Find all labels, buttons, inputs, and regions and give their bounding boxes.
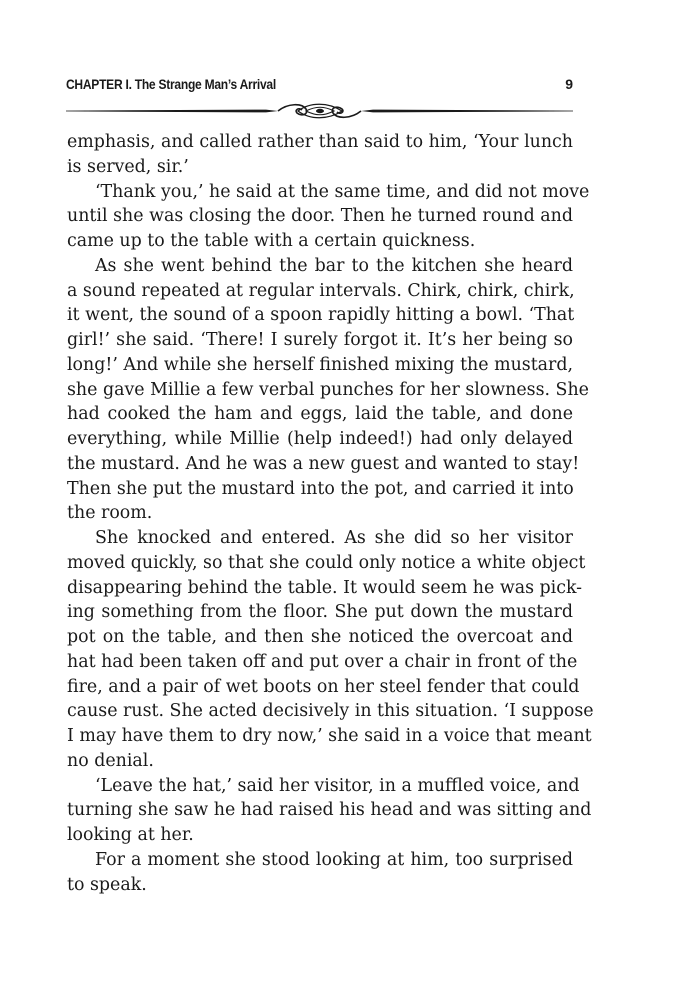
text-line: pot on the table, and then she noticed the overcoat and [67,627,573,647]
scroll-flourish-divider-icon [66,100,573,122]
text-line: ing something from the floor. She put down the mustard [67,602,573,623]
text-line: hat had been taken off and put over a chair in front of the [67,651,578,672]
text-line: fire, and a pair of wet boots on her steel fender that could [67,676,580,697]
text-line: girl!’ she said. ‘There! I surely forgot it. It’s her being so [67,330,573,350]
text-line: a sound repeated at regular intervals. Chirk, chirk, chirk, [67,280,575,301]
running-header [66,76,573,98]
text-line: turning she saw he had raised his head and was sitting and [67,800,592,821]
text-line: I may have them to dry now,’ she said in a voice that meant [67,726,592,746]
text-line: to speak. [67,874,147,895]
text-line: she gave Millie a few verbal punches for her slowness. She [67,379,589,400]
text-line: had cooked the ham and eggs, laid the table, and done [67,404,573,425]
text-line: She knocked and entered. As she did so her visitor [95,528,573,548]
text-line: until she was closing the door. Then he turned round and [67,206,573,227]
text-line: disappearing behind the table. It would seem he was pick- [67,577,583,598]
text-line: the room. [67,503,153,524]
body-text [67,130,594,897]
text-line: came up to the table with a certain quickness. [67,231,476,251]
text-line: it went, the sound of a spoon rapidly hitting a bowl. ‘That [67,305,575,326]
page-number: 9 [565,76,573,92]
text-line: the mustard. And he was a new guest and wanted to stay! [67,453,580,474]
text-line: cause rust. She acted decisively in this situation. ‘I suppose [67,701,594,722]
text-line: emphasis, and called rather than said to him, ‘Your lunch [67,132,573,152]
text-line: no denial. [67,750,154,771]
text-line: looking at her. [67,825,194,845]
text-line: Then she put the mustard into the pot, and carried it into [67,478,574,499]
text-line: is served, sir.’ [67,156,189,177]
text-line: As she went behind the bar to the kitchen she heard [95,255,573,276]
chapter-title: CHAPTER I. The Strange Man’s Arrival [66,76,276,92]
text-line: For a moment she stood looking at him, too surprised [95,849,573,870]
text-line: moved quickly, so that she could only notice a white object [67,552,586,573]
text-line: ‘Leave the hat,’ said her visitor, in a muffled voice, and [95,775,580,796]
text-line: ‘Thank you,’ he said at the same time, and did not move [95,181,590,202]
text-line: everything, while Millie (help indeed!) had only delayed [67,429,573,449]
text-line: long!’ And while she herself finished mixing the mustard, [67,354,574,375]
